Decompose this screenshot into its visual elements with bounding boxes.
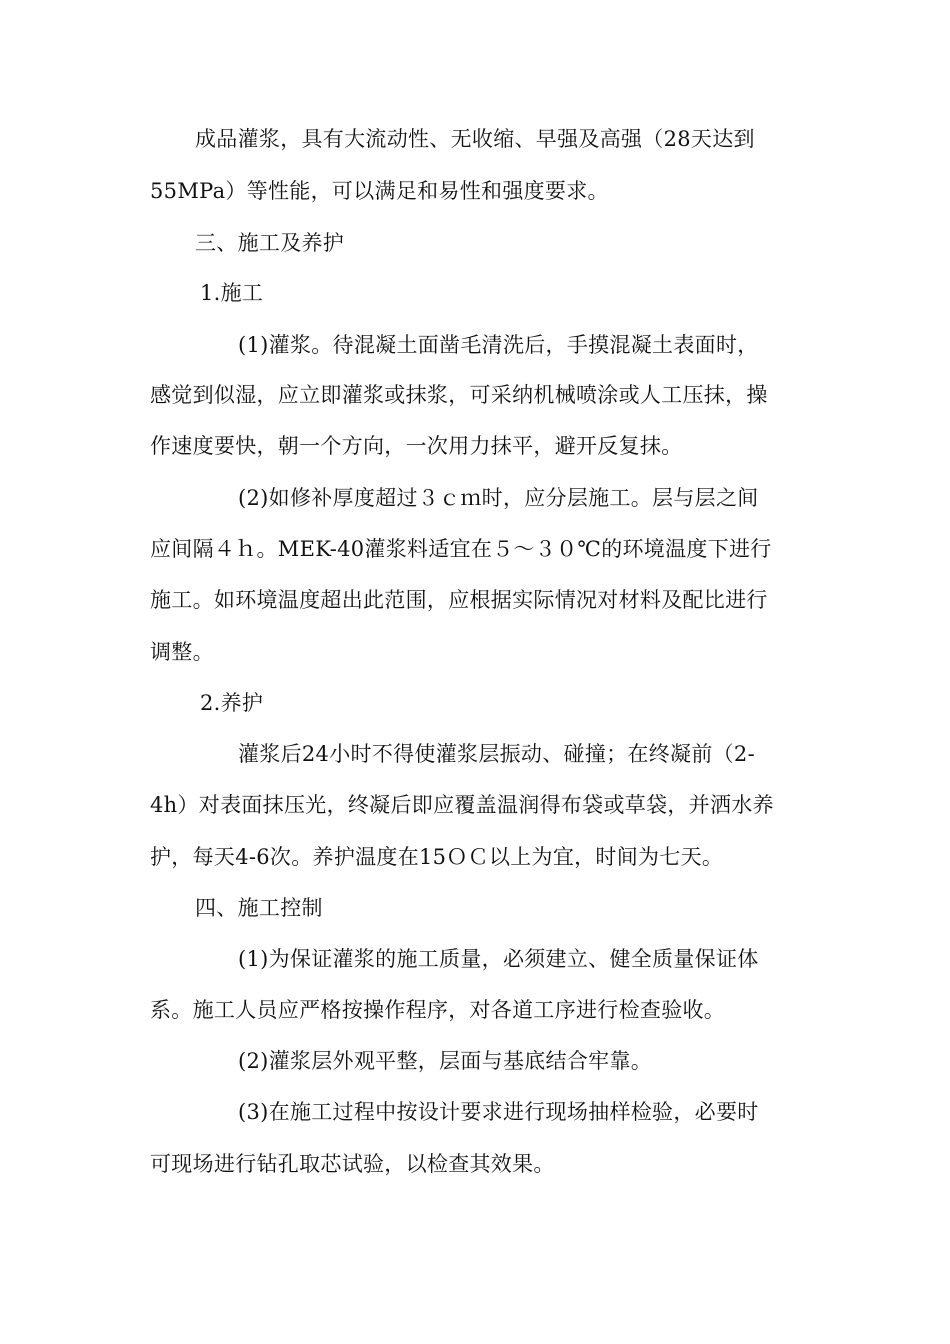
subsection-heading: 2.养护 xyxy=(200,691,264,715)
section-heading: 三、施工及养护 xyxy=(195,231,345,255)
paragraph-line: (2)如修补厚度超过３ｃｍ时，应分层施工。层与层之间 xyxy=(238,486,759,510)
paragraph-line: 55MPa）等性能，可以满足和易性和强度要求。 xyxy=(150,179,609,203)
paragraph-line: (1)灌浆。待混凝土面凿毛清洗后，手摸混凝土表面时， xyxy=(238,333,759,357)
paragraph-line: 作速度要快，朝一个方向，一次用力抹平，避开反复抹。 xyxy=(150,434,683,458)
paragraph-line: 调整。 xyxy=(150,640,214,664)
paragraph-line: (1)为保证灌浆的施工质量，必须建立、健全质量保证体 xyxy=(238,947,759,971)
paragraph-line: 系。施工人员应严格按操作程序，对各道工序进行检查验收。 xyxy=(150,998,726,1022)
paragraph-line: 应间隔４ｈ。MEK-40灌浆料适宜在５～３０℃的环境温度下进行 xyxy=(150,537,772,561)
paragraph-line: 可现场进行钻孔取芯试验，以检查其效果。 xyxy=(150,1152,555,1176)
paragraph-line: 护，每天4-6次。养护温度在15ＯＣ以上为宜，时间为七天。 xyxy=(150,845,724,869)
paragraph-line: 4h）对表面抹压光，终凝后即应覆盖温润得布袋或草袋，并洒水养 xyxy=(150,793,774,817)
paragraph-line: 灌浆后24小时不得使灌浆层振动、碰撞；在终凝前（2- xyxy=(238,742,755,766)
paragraph-line: (3)在施工过程中按设计要求进行现场抽样检验，必要时 xyxy=(238,1100,759,1124)
subsection-heading: 1.施工 xyxy=(200,281,264,305)
paragraph-line: 施工。如环境温度超出此范围，应根据实际情况对材料及配比进行 xyxy=(150,588,768,612)
section-heading: 四、施工控制 xyxy=(195,896,323,920)
paragraph-line: (2)灌浆层外观平整，层面与基底结合牢靠。 xyxy=(238,1049,653,1073)
paragraph-line: 成品灌浆，具有大流动性、无收缩、早强及高强（28天达到 xyxy=(195,127,755,151)
paragraph-line: 感觉到似湿，应立即灌浆或抹浆，可采纳机械喷涂或人工压抹，操 xyxy=(150,383,768,407)
